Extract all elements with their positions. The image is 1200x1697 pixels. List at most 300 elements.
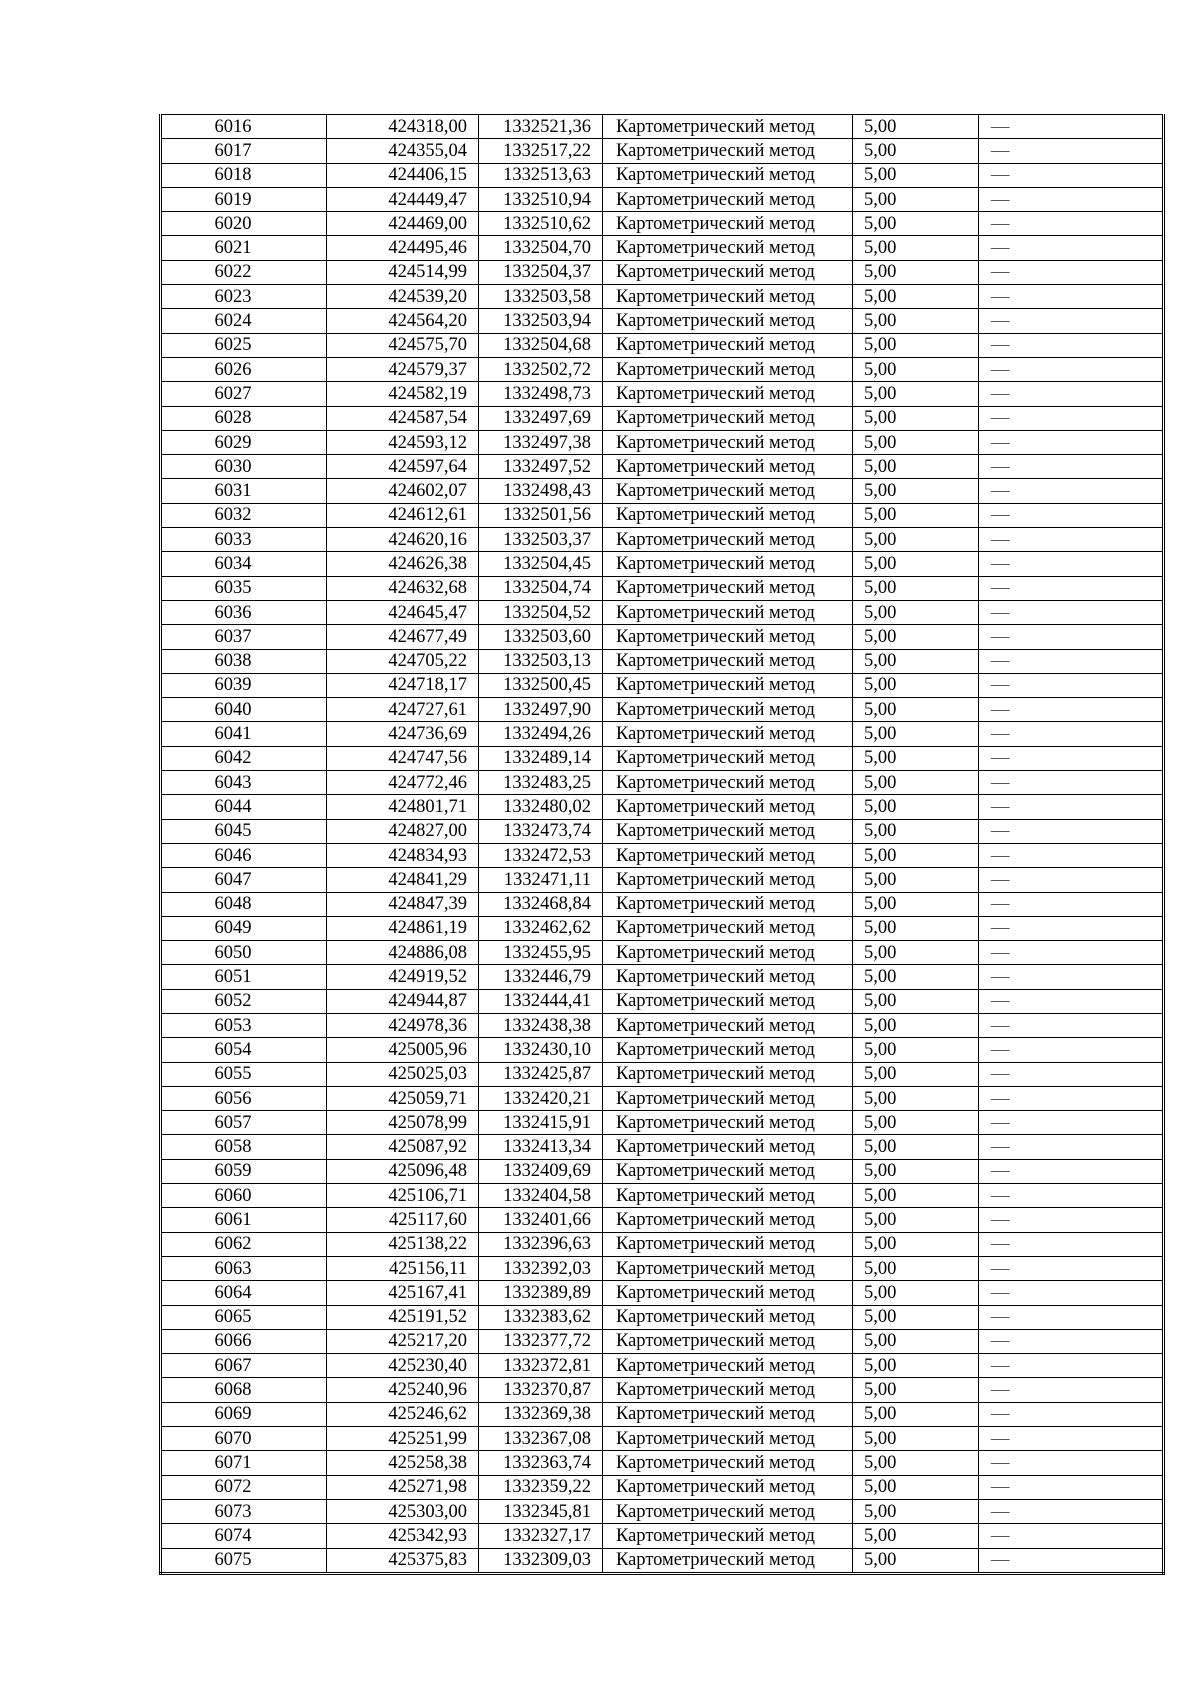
x-coordinate-cell: 424582,19 bbox=[327, 382, 479, 406]
method-cell: Картометрический метод bbox=[603, 1451, 853, 1475]
y-coordinate-cell: 1332446,79 bbox=[479, 965, 603, 989]
y-coordinate-cell: 1332370,87 bbox=[479, 1378, 603, 1402]
y-coordinate-cell: 1332503,13 bbox=[479, 649, 603, 673]
x-coordinate-cell: 425156,11 bbox=[327, 1256, 479, 1280]
table-row bbox=[161, 795, 1164, 819]
accuracy-cell: 5,00 bbox=[853, 357, 979, 381]
method-cell: Картометрический метод bbox=[603, 1475, 853, 1499]
y-coordinate-cell: 1332497,52 bbox=[479, 455, 603, 479]
y-coordinate-cell: 1332504,52 bbox=[479, 600, 603, 624]
point-number-cell: 6044 bbox=[161, 795, 327, 819]
note-cell: — bbox=[979, 673, 1164, 697]
method-cell: Картометрический метод bbox=[603, 285, 853, 309]
accuracy-cell: 5,00 bbox=[853, 236, 979, 260]
note-cell: — bbox=[979, 1038, 1164, 1062]
method-cell: Картометрический метод bbox=[603, 1013, 853, 1037]
table-row bbox=[161, 576, 1164, 600]
method-cell: Картометрический метод bbox=[603, 868, 853, 892]
accuracy-cell: 5,00 bbox=[853, 1232, 979, 1256]
y-coordinate-cell: 1332396,63 bbox=[479, 1232, 603, 1256]
point-number-cell: 6017 bbox=[161, 139, 327, 163]
table-row bbox=[161, 552, 1164, 576]
method-cell: Картометрический метод bbox=[603, 1135, 853, 1159]
y-coordinate-cell: 1332494,26 bbox=[479, 722, 603, 746]
note-cell: — bbox=[979, 115, 1164, 139]
point-number-cell: 6030 bbox=[161, 455, 327, 479]
accuracy-cell: 5,00 bbox=[853, 115, 979, 139]
table-row bbox=[161, 1281, 1164, 1305]
point-number-cell: 6019 bbox=[161, 187, 327, 211]
x-coordinate-cell: 424564,20 bbox=[327, 309, 479, 333]
note-cell: — bbox=[979, 1378, 1164, 1402]
accuracy-cell: 5,00 bbox=[853, 1548, 979, 1573]
note-cell: — bbox=[979, 1548, 1164, 1573]
note-cell: — bbox=[979, 1427, 1164, 1451]
accuracy-cell: 5,00 bbox=[853, 212, 979, 236]
accuracy-cell: 5,00 bbox=[853, 1402, 979, 1426]
y-coordinate-cell: 1332468,84 bbox=[479, 892, 603, 916]
accuracy-cell: 5,00 bbox=[853, 552, 979, 576]
y-coordinate-cell: 1332377,72 bbox=[479, 1329, 603, 1353]
note-cell: — bbox=[979, 843, 1164, 867]
accuracy-cell: 5,00 bbox=[853, 1062, 979, 1086]
table-row bbox=[161, 1451, 1164, 1475]
table-row bbox=[161, 965, 1164, 989]
note-cell: — bbox=[979, 1111, 1164, 1135]
method-cell: Картометрический метод bbox=[603, 1281, 853, 1305]
y-coordinate-cell: 1332420,21 bbox=[479, 1086, 603, 1110]
point-number-cell: 6024 bbox=[161, 309, 327, 333]
accuracy-cell: 5,00 bbox=[853, 989, 979, 1013]
point-number-cell: 6050 bbox=[161, 941, 327, 965]
table-row bbox=[161, 115, 1164, 139]
method-cell: Картометрический метод bbox=[603, 430, 853, 454]
method-cell: Картометрический метод bbox=[603, 406, 853, 430]
note-cell: — bbox=[979, 1013, 1164, 1037]
accuracy-cell: 5,00 bbox=[853, 382, 979, 406]
x-coordinate-cell: 424718,17 bbox=[327, 673, 479, 697]
method-cell: Картометрический метод bbox=[603, 309, 853, 333]
x-coordinate-cell: 424632,68 bbox=[327, 576, 479, 600]
note-cell: — bbox=[979, 1475, 1164, 1499]
y-coordinate-cell: 1332473,74 bbox=[479, 819, 603, 843]
point-number-cell: 6021 bbox=[161, 236, 327, 260]
table-row bbox=[161, 382, 1164, 406]
method-cell: Картометрический метод bbox=[603, 1111, 853, 1135]
table-row bbox=[161, 333, 1164, 357]
accuracy-cell: 5,00 bbox=[853, 503, 979, 527]
accuracy-cell: 5,00 bbox=[853, 309, 979, 333]
table-row bbox=[161, 1184, 1164, 1208]
table-row bbox=[161, 649, 1164, 673]
accuracy-cell: 5,00 bbox=[853, 1111, 979, 1135]
table-row bbox=[161, 819, 1164, 843]
note-cell: — bbox=[979, 1402, 1164, 1426]
x-coordinate-cell: 425251,99 bbox=[327, 1427, 479, 1451]
y-coordinate-cell: 1332409,69 bbox=[479, 1159, 603, 1183]
method-cell: Картометрический метод bbox=[603, 1548, 853, 1573]
y-coordinate-cell: 1332513,63 bbox=[479, 163, 603, 187]
method-cell: Картометрический метод bbox=[603, 1305, 853, 1329]
note-cell: — bbox=[979, 892, 1164, 916]
method-cell: Картометрический метод bbox=[603, 576, 853, 600]
accuracy-cell: 5,00 bbox=[853, 1524, 979, 1548]
method-cell: Картометрический метод bbox=[603, 795, 853, 819]
x-coordinate-cell: 424944,87 bbox=[327, 989, 479, 1013]
y-coordinate-cell: 1332498,73 bbox=[479, 382, 603, 406]
note-cell: — bbox=[979, 260, 1164, 284]
x-coordinate-cell: 424539,20 bbox=[327, 285, 479, 309]
x-coordinate-cell: 424612,61 bbox=[327, 503, 479, 527]
table-row bbox=[161, 771, 1164, 795]
table-row bbox=[161, 260, 1164, 284]
accuracy-cell: 5,00 bbox=[853, 139, 979, 163]
x-coordinate-cell: 425167,41 bbox=[327, 1281, 479, 1305]
method-cell: Картометрический метод bbox=[603, 1427, 853, 1451]
note-cell: — bbox=[979, 746, 1164, 770]
point-number-cell: 6071 bbox=[161, 1451, 327, 1475]
point-number-cell: 6029 bbox=[161, 430, 327, 454]
table-row bbox=[161, 1038, 1164, 1062]
accuracy-cell: 5,00 bbox=[853, 479, 979, 503]
y-coordinate-cell: 1332497,90 bbox=[479, 698, 603, 722]
note-cell: — bbox=[979, 600, 1164, 624]
x-coordinate-cell: 425078,99 bbox=[327, 1111, 479, 1135]
note-cell: — bbox=[979, 1159, 1164, 1183]
y-coordinate-cell: 1332309,03 bbox=[479, 1548, 603, 1573]
y-coordinate-cell: 1332369,38 bbox=[479, 1402, 603, 1426]
accuracy-cell: 5,00 bbox=[853, 1329, 979, 1353]
point-number-cell: 6053 bbox=[161, 1013, 327, 1037]
method-cell: Картометрический метод bbox=[603, 1062, 853, 1086]
method-cell: Картометрический метод bbox=[603, 600, 853, 624]
table-row bbox=[161, 892, 1164, 916]
x-coordinate-cell: 424841,29 bbox=[327, 868, 479, 892]
point-number-cell: 6055 bbox=[161, 1062, 327, 1086]
note-cell: — bbox=[979, 625, 1164, 649]
y-coordinate-cell: 1332363,74 bbox=[479, 1451, 603, 1475]
note-cell: — bbox=[979, 357, 1164, 381]
x-coordinate-cell: 425106,71 bbox=[327, 1184, 479, 1208]
y-coordinate-cell: 1332455,95 bbox=[479, 941, 603, 965]
y-coordinate-cell: 1332392,03 bbox=[479, 1256, 603, 1280]
accuracy-cell: 5,00 bbox=[853, 455, 979, 479]
accuracy-cell: 5,00 bbox=[853, 941, 979, 965]
accuracy-cell: 5,00 bbox=[853, 1159, 979, 1183]
accuracy-cell: 5,00 bbox=[853, 1256, 979, 1280]
y-coordinate-cell: 1332510,94 bbox=[479, 187, 603, 211]
table-row bbox=[161, 1427, 1164, 1451]
table-row bbox=[161, 1159, 1164, 1183]
point-number-cell: 6036 bbox=[161, 600, 327, 624]
y-coordinate-cell: 1332510,62 bbox=[479, 212, 603, 236]
y-coordinate-cell: 1332497,69 bbox=[479, 406, 603, 430]
point-number-cell: 6035 bbox=[161, 576, 327, 600]
table-row bbox=[161, 1548, 1164, 1573]
table-row bbox=[161, 212, 1164, 236]
point-number-cell: 6026 bbox=[161, 357, 327, 381]
note-cell: — bbox=[979, 430, 1164, 454]
accuracy-cell: 5,00 bbox=[853, 965, 979, 989]
y-coordinate-cell: 1332462,62 bbox=[479, 916, 603, 940]
accuracy-cell: 5,00 bbox=[853, 333, 979, 357]
table-row bbox=[161, 1111, 1164, 1135]
note-cell: — bbox=[979, 1354, 1164, 1378]
note-cell: — bbox=[979, 552, 1164, 576]
table-row bbox=[161, 406, 1164, 430]
x-coordinate-cell: 424861,19 bbox=[327, 916, 479, 940]
accuracy-cell: 5,00 bbox=[853, 1378, 979, 1402]
point-number-cell: 6066 bbox=[161, 1329, 327, 1353]
accuracy-cell: 5,00 bbox=[853, 795, 979, 819]
x-coordinate-cell: 425246,62 bbox=[327, 1402, 479, 1426]
y-coordinate-cell: 1332504,68 bbox=[479, 333, 603, 357]
point-number-cell: 6048 bbox=[161, 892, 327, 916]
x-coordinate-cell: 425005,96 bbox=[327, 1038, 479, 1062]
point-number-cell: 6020 bbox=[161, 212, 327, 236]
x-coordinate-cell: 425303,00 bbox=[327, 1499, 479, 1523]
accuracy-cell: 5,00 bbox=[853, 649, 979, 673]
table-row bbox=[161, 236, 1164, 260]
point-number-cell: 6051 bbox=[161, 965, 327, 989]
table-row bbox=[161, 673, 1164, 697]
table-row bbox=[161, 1524, 1164, 1548]
x-coordinate-cell: 425096,48 bbox=[327, 1159, 479, 1183]
y-coordinate-cell: 1332503,94 bbox=[479, 309, 603, 333]
table-row bbox=[161, 1499, 1164, 1523]
x-coordinate-cell: 424727,61 bbox=[327, 698, 479, 722]
x-coordinate-cell: 424827,00 bbox=[327, 819, 479, 843]
table-row bbox=[161, 1208, 1164, 1232]
note-cell: — bbox=[979, 479, 1164, 503]
method-cell: Картометрический метод bbox=[603, 1524, 853, 1548]
method-cell: Картометрический метод bbox=[603, 916, 853, 940]
note-cell: — bbox=[979, 406, 1164, 430]
point-number-cell: 6016 bbox=[161, 115, 327, 139]
accuracy-cell: 5,00 bbox=[853, 843, 979, 867]
x-coordinate-cell: 424847,39 bbox=[327, 892, 479, 916]
table-row bbox=[161, 1402, 1164, 1426]
y-coordinate-cell: 1332401,66 bbox=[479, 1208, 603, 1232]
point-number-cell: 6049 bbox=[161, 916, 327, 940]
point-number-cell: 6031 bbox=[161, 479, 327, 503]
point-number-cell: 6028 bbox=[161, 406, 327, 430]
method-cell: Картометрический метод bbox=[603, 989, 853, 1013]
accuracy-cell: 5,00 bbox=[853, 1086, 979, 1110]
x-coordinate-cell: 424579,37 bbox=[327, 357, 479, 381]
table-row bbox=[161, 698, 1164, 722]
point-number-cell: 6068 bbox=[161, 1378, 327, 1402]
point-number-cell: 6059 bbox=[161, 1159, 327, 1183]
x-coordinate-cell: 424514,99 bbox=[327, 260, 479, 284]
y-coordinate-cell: 1332521,36 bbox=[479, 115, 603, 139]
method-cell: Картометрический метод bbox=[603, 892, 853, 916]
accuracy-cell: 5,00 bbox=[853, 430, 979, 454]
note-cell: — bbox=[979, 285, 1164, 309]
point-number-cell: 6042 bbox=[161, 746, 327, 770]
method-cell: Картометрический метод bbox=[603, 115, 853, 139]
point-number-cell: 6032 bbox=[161, 503, 327, 527]
table-row bbox=[161, 479, 1164, 503]
y-coordinate-cell: 1332503,37 bbox=[479, 528, 603, 552]
x-coordinate-cell: 424575,70 bbox=[327, 333, 479, 357]
y-coordinate-cell: 1332502,72 bbox=[479, 357, 603, 381]
accuracy-cell: 5,00 bbox=[853, 868, 979, 892]
method-cell: Картометрический метод bbox=[603, 139, 853, 163]
table-row bbox=[161, 941, 1164, 965]
table-row bbox=[161, 989, 1164, 1013]
method-cell: Картометрический метод bbox=[603, 1378, 853, 1402]
x-coordinate-cell: 425117,60 bbox=[327, 1208, 479, 1232]
note-cell: — bbox=[979, 455, 1164, 479]
point-number-cell: 6041 bbox=[161, 722, 327, 746]
table-row bbox=[161, 1062, 1164, 1086]
note-cell: — bbox=[979, 868, 1164, 892]
accuracy-cell: 5,00 bbox=[853, 722, 979, 746]
x-coordinate-cell: 424747,56 bbox=[327, 746, 479, 770]
table-row bbox=[161, 1354, 1164, 1378]
accuracy-cell: 5,00 bbox=[853, 1281, 979, 1305]
x-coordinate-cell: 424834,93 bbox=[327, 843, 479, 867]
x-coordinate-cell: 424593,12 bbox=[327, 430, 479, 454]
x-coordinate-cell: 425059,71 bbox=[327, 1086, 479, 1110]
method-cell: Картометрический метод bbox=[603, 1232, 853, 1256]
note-cell: — bbox=[979, 1281, 1164, 1305]
accuracy-cell: 5,00 bbox=[853, 771, 979, 795]
method-cell: Картометрический метод bbox=[603, 163, 853, 187]
accuracy-cell: 5,00 bbox=[853, 576, 979, 600]
y-coordinate-cell: 1332415,91 bbox=[479, 1111, 603, 1135]
y-coordinate-cell: 1332425,87 bbox=[479, 1062, 603, 1086]
accuracy-cell: 5,00 bbox=[853, 1354, 979, 1378]
point-number-cell: 6062 bbox=[161, 1232, 327, 1256]
accuracy-cell: 5,00 bbox=[853, 1038, 979, 1062]
y-coordinate-cell: 1332472,53 bbox=[479, 843, 603, 867]
y-coordinate-cell: 1332327,17 bbox=[479, 1524, 603, 1548]
y-coordinate-cell: 1332359,22 bbox=[479, 1475, 603, 1499]
x-coordinate-cell: 424406,15 bbox=[327, 163, 479, 187]
table-row bbox=[161, 1256, 1164, 1280]
point-number-cell: 6060 bbox=[161, 1184, 327, 1208]
point-number-cell: 6034 bbox=[161, 552, 327, 576]
note-cell: — bbox=[979, 1256, 1164, 1280]
table-row bbox=[161, 1329, 1164, 1353]
accuracy-cell: 5,00 bbox=[853, 625, 979, 649]
note-cell: — bbox=[979, 1524, 1164, 1548]
y-coordinate-cell: 1332438,38 bbox=[479, 1013, 603, 1037]
note-cell: — bbox=[979, 187, 1164, 211]
table-row bbox=[161, 430, 1164, 454]
method-cell: Картометрический метод bbox=[603, 1402, 853, 1426]
method-cell: Картометрический метод bbox=[603, 746, 853, 770]
x-coordinate-cell: 424626,38 bbox=[327, 552, 479, 576]
accuracy-cell: 5,00 bbox=[853, 1305, 979, 1329]
x-coordinate-cell: 424495,46 bbox=[327, 236, 479, 260]
accuracy-cell: 5,00 bbox=[853, 1013, 979, 1037]
method-cell: Картометрический метод bbox=[603, 965, 853, 989]
note-cell: — bbox=[979, 1184, 1164, 1208]
point-number-cell: 6064 bbox=[161, 1281, 327, 1305]
y-coordinate-cell: 1332471,11 bbox=[479, 868, 603, 892]
point-number-cell: 6074 bbox=[161, 1524, 327, 1548]
accuracy-cell: 5,00 bbox=[853, 892, 979, 916]
x-coordinate-cell: 425258,38 bbox=[327, 1451, 479, 1475]
y-coordinate-cell: 1332389,89 bbox=[479, 1281, 603, 1305]
accuracy-cell: 5,00 bbox=[853, 285, 979, 309]
y-coordinate-cell: 1332483,25 bbox=[479, 771, 603, 795]
note-cell: — bbox=[979, 236, 1164, 260]
table-row bbox=[161, 528, 1164, 552]
point-number-cell: 6054 bbox=[161, 1038, 327, 1062]
y-coordinate-cell: 1332444,41 bbox=[479, 989, 603, 1013]
accuracy-cell: 5,00 bbox=[853, 916, 979, 940]
x-coordinate-cell: 425271,98 bbox=[327, 1475, 479, 1499]
table-row bbox=[161, 722, 1164, 746]
x-coordinate-cell: 424645,47 bbox=[327, 600, 479, 624]
y-coordinate-cell: 1332501,56 bbox=[479, 503, 603, 527]
method-cell: Картометрический метод bbox=[603, 698, 853, 722]
method-cell: Картометрический метод bbox=[603, 1354, 853, 1378]
method-cell: Картометрический метод bbox=[603, 212, 853, 236]
point-number-cell: 6018 bbox=[161, 163, 327, 187]
x-coordinate-cell: 424469,00 bbox=[327, 212, 479, 236]
method-cell: Картометрический метод bbox=[603, 357, 853, 381]
method-cell: Картометрический метод bbox=[603, 941, 853, 965]
method-cell: Картометрический метод bbox=[603, 333, 853, 357]
note-cell: — bbox=[979, 989, 1164, 1013]
note-cell: — bbox=[979, 722, 1164, 746]
point-number-cell: 6046 bbox=[161, 843, 327, 867]
method-cell: Картометрический метод bbox=[603, 1159, 853, 1183]
y-coordinate-cell: 1332345,81 bbox=[479, 1499, 603, 1523]
method-cell: Картометрический метод bbox=[603, 1086, 853, 1110]
note-cell: — bbox=[979, 1086, 1164, 1110]
table-row bbox=[161, 163, 1164, 187]
x-coordinate-cell: 425230,40 bbox=[327, 1354, 479, 1378]
accuracy-cell: 5,00 bbox=[853, 163, 979, 187]
note-cell: — bbox=[979, 649, 1164, 673]
x-coordinate-cell: 424602,07 bbox=[327, 479, 479, 503]
method-cell: Картометрический метод bbox=[603, 503, 853, 527]
accuracy-cell: 5,00 bbox=[853, 406, 979, 430]
accuracy-cell: 5,00 bbox=[853, 1475, 979, 1499]
y-coordinate-cell: 1332503,60 bbox=[479, 625, 603, 649]
method-cell: Картометрический метод bbox=[603, 625, 853, 649]
x-coordinate-cell: 424919,52 bbox=[327, 965, 479, 989]
table-row bbox=[161, 746, 1164, 770]
method-cell: Картометрический метод bbox=[603, 649, 853, 673]
y-coordinate-cell: 1332504,70 bbox=[479, 236, 603, 260]
method-cell: Картометрический метод bbox=[603, 843, 853, 867]
x-coordinate-cell: 424705,22 bbox=[327, 649, 479, 673]
note-cell: — bbox=[979, 528, 1164, 552]
accuracy-cell: 5,00 bbox=[853, 1499, 979, 1523]
table-row bbox=[161, 503, 1164, 527]
point-number-cell: 6056 bbox=[161, 1086, 327, 1110]
accuracy-cell: 5,00 bbox=[853, 528, 979, 552]
method-cell: Картометрический метод bbox=[603, 1499, 853, 1523]
y-coordinate-cell: 1332517,22 bbox=[479, 139, 603, 163]
accuracy-cell: 5,00 bbox=[853, 1427, 979, 1451]
point-number-cell: 6040 bbox=[161, 698, 327, 722]
x-coordinate-cell: 424355,04 bbox=[327, 139, 479, 163]
method-cell: Картометрический метод bbox=[603, 1184, 853, 1208]
point-number-cell: 6039 bbox=[161, 673, 327, 697]
y-coordinate-cell: 1332503,58 bbox=[479, 285, 603, 309]
table-row bbox=[161, 1013, 1164, 1037]
point-number-cell: 6033 bbox=[161, 528, 327, 552]
point-number-cell: 6075 bbox=[161, 1548, 327, 1573]
